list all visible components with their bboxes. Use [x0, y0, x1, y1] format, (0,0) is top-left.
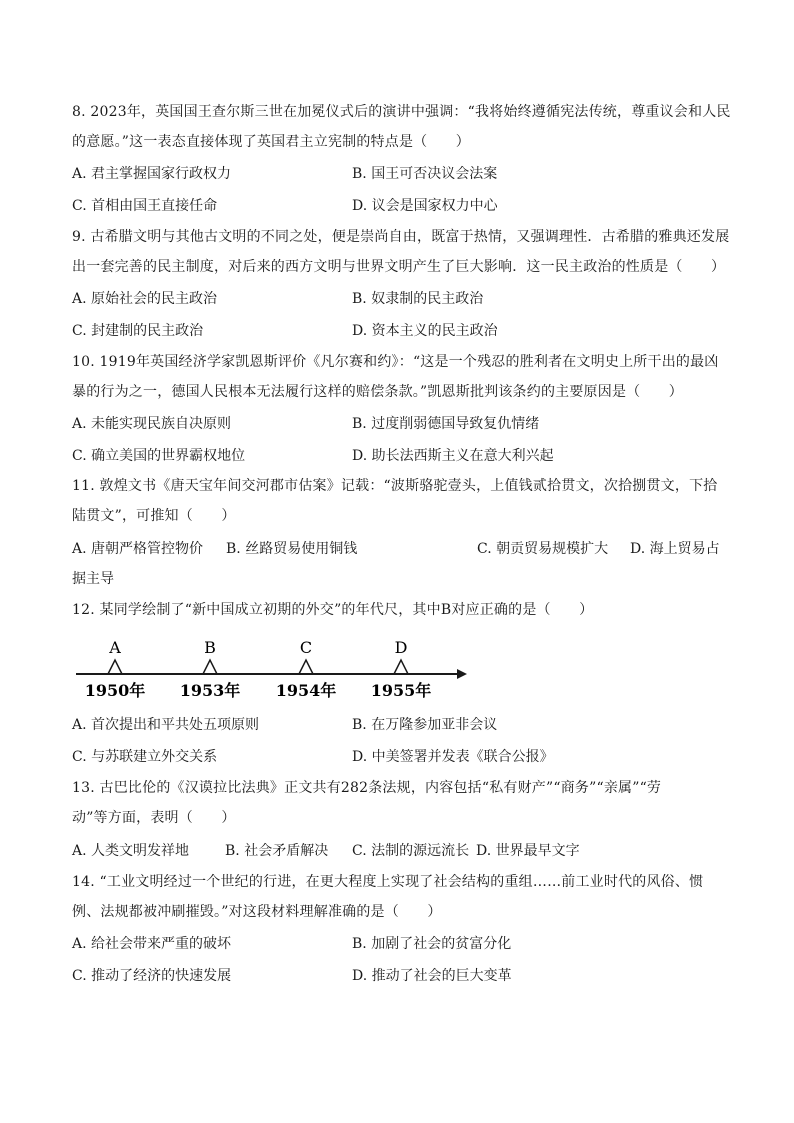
option-b[interactable]: B. 在万隆参加亚非会议: [352, 717, 498, 733]
option-b[interactable]: B. 奴隶制的民主政治: [352, 291, 484, 307]
option-d[interactable]: D. 推动了社会的巨大变革: [352, 968, 512, 984]
option-c[interactable]: C. 推动了经济的快速发展: [72, 968, 232, 984]
option-d-continuation: 据主导: [72, 571, 114, 587]
question-stem: 9. 古希腊文明与其他古文明的不同之处，便是崇尚自由，既富于热情，又强调理性．古希腊的雅典还发展: [72, 229, 730, 245]
question-stem: 12. 某同学绘制了“新中国成立初期的外交”的年代尺，其中B对应正确的是（ ）: [72, 602, 594, 618]
option-d[interactable]: D. 议会是国家权力中心: [352, 198, 498, 214]
option-a[interactable]: A. 唐朝严格管控物价: [72, 541, 204, 557]
svg-text:C: C: [299, 638, 313, 657]
option-d[interactable]: D. 海上贸易占: [630, 541, 720, 557]
option-d[interactable]: D. 中美签署并发表《联合公报》: [352, 749, 554, 765]
option-a[interactable]: A. 未能实现民族自决原则: [72, 416, 232, 432]
question-stem: 11. 敦煌文书《唐天宝年间交河郡市估案》记载：“波斯骆驼壹头，上值钱贰拾贯文，次拾捌贯文，下拾: [72, 478, 718, 494]
svg-text:1953年: 1953年: [179, 681, 241, 700]
question-stem: 13. 古巴比伦的《汉谟拉比法典》正文共有282条法规，内容包括“私有财产”“商务”“亲属”“劳: [72, 780, 662, 796]
option-a[interactable]: A. 君主掌握国家行政权力: [72, 166, 232, 182]
timeline-marker-c: [276, 638, 337, 700]
question-stem: 10. 1919年英国经济学家凯恩斯评价《凡尔赛和约》：“这是一个残忍的胜利者在文明史上所干出的最凶: [72, 354, 719, 370]
option-b[interactable]: B. 过度削弱德国导致复仇情绪: [352, 416, 540, 432]
question-stem: 8. 2023年，英国国王查尔斯三世在加冕仪式后的演讲中强调：“我将始终遵循宪法传统，尊重议会和人民: [72, 104, 731, 120]
option-c[interactable]: C. 确立美国的世界霸权地位: [72, 448, 246, 464]
option-a[interactable]: A. 原始社会的民主政治: [72, 291, 218, 307]
option-b[interactable]: B. 丝路贸易使用铜钱: [226, 541, 358, 557]
question-stem: 的意愿。”这一表态直接体现了英国君主立宪制的特点是（ ）: [72, 134, 470, 150]
option-c[interactable]: C. 首相由国王直接任命: [72, 198, 218, 214]
option-c[interactable]: C. 朝贡贸易规模扩大: [477, 541, 609, 557]
question-stem: 例、法规都被冲刷摧毁。”对这段材料理解准确的是（ ）: [72, 904, 442, 920]
question-stem: 陆贯文”，可推知（ ）: [72, 508, 236, 524]
timeline-marker-a: [85, 638, 146, 700]
question-stem: 动”等方面，表明（ ）: [72, 810, 236, 826]
svg-text:B: B: [204, 638, 216, 657]
option-b[interactable]: B. 加剧了社会的贫富分化: [352, 936, 512, 952]
option-c[interactable]: C. 与苏联建立外交关系: [72, 749, 218, 765]
svg-text:D: D: [394, 638, 408, 657]
timeline-marker-d: [371, 638, 432, 700]
option-b[interactable]: B. 社会矛盾解决: [225, 843, 329, 859]
option-a[interactable]: A. 首次提出和平共处五项原则: [72, 717, 260, 733]
svg-text:1954年: 1954年: [275, 681, 337, 700]
timeline-marker-b: [180, 638, 241, 700]
svg-text:A: A: [109, 638, 121, 657]
option-d[interactable]: D. 资本主义的民主政治: [352, 323, 498, 339]
question-stem: 暴的行为之一，德国人民根本无法履行这样的赔偿条款。”凯恩斯批判该条约的主要原因是（ ）: [72, 384, 683, 400]
svg-text:1955年: 1955年: [370, 681, 432, 700]
question-stem: 14. “工业文明经过一个世纪的行进，在更大程度上实现了社会结构的重组……前工业时代的风俗、惯: [72, 874, 704, 890]
option-a[interactable]: A. 人类文明发祥地: [72, 843, 190, 859]
question-stem: 出一套完善的民主制度，对后来的西方文明与世界文明产生了巨大影响．这一民主政治的性质是（ ）: [72, 259, 726, 275]
option-c[interactable]: C. 法制的源远流长: [352, 843, 470, 859]
svg-text:1950年: 1950年: [84, 681, 146, 700]
timeline-arrow-icon: [457, 669, 467, 679]
option-d[interactable]: D. 世界最早文字: [476, 843, 580, 859]
option-c[interactable]: C. 封建制的民主政治: [72, 323, 204, 339]
option-b[interactable]: B. 国王可否决议会法案: [352, 166, 498, 182]
timeline-diagram: [72, 636, 472, 706]
option-d[interactable]: D. 助长法西斯主义在意大利兴起: [352, 448, 554, 464]
option-a[interactable]: A. 给社会带来严重的破坏: [72, 936, 232, 952]
